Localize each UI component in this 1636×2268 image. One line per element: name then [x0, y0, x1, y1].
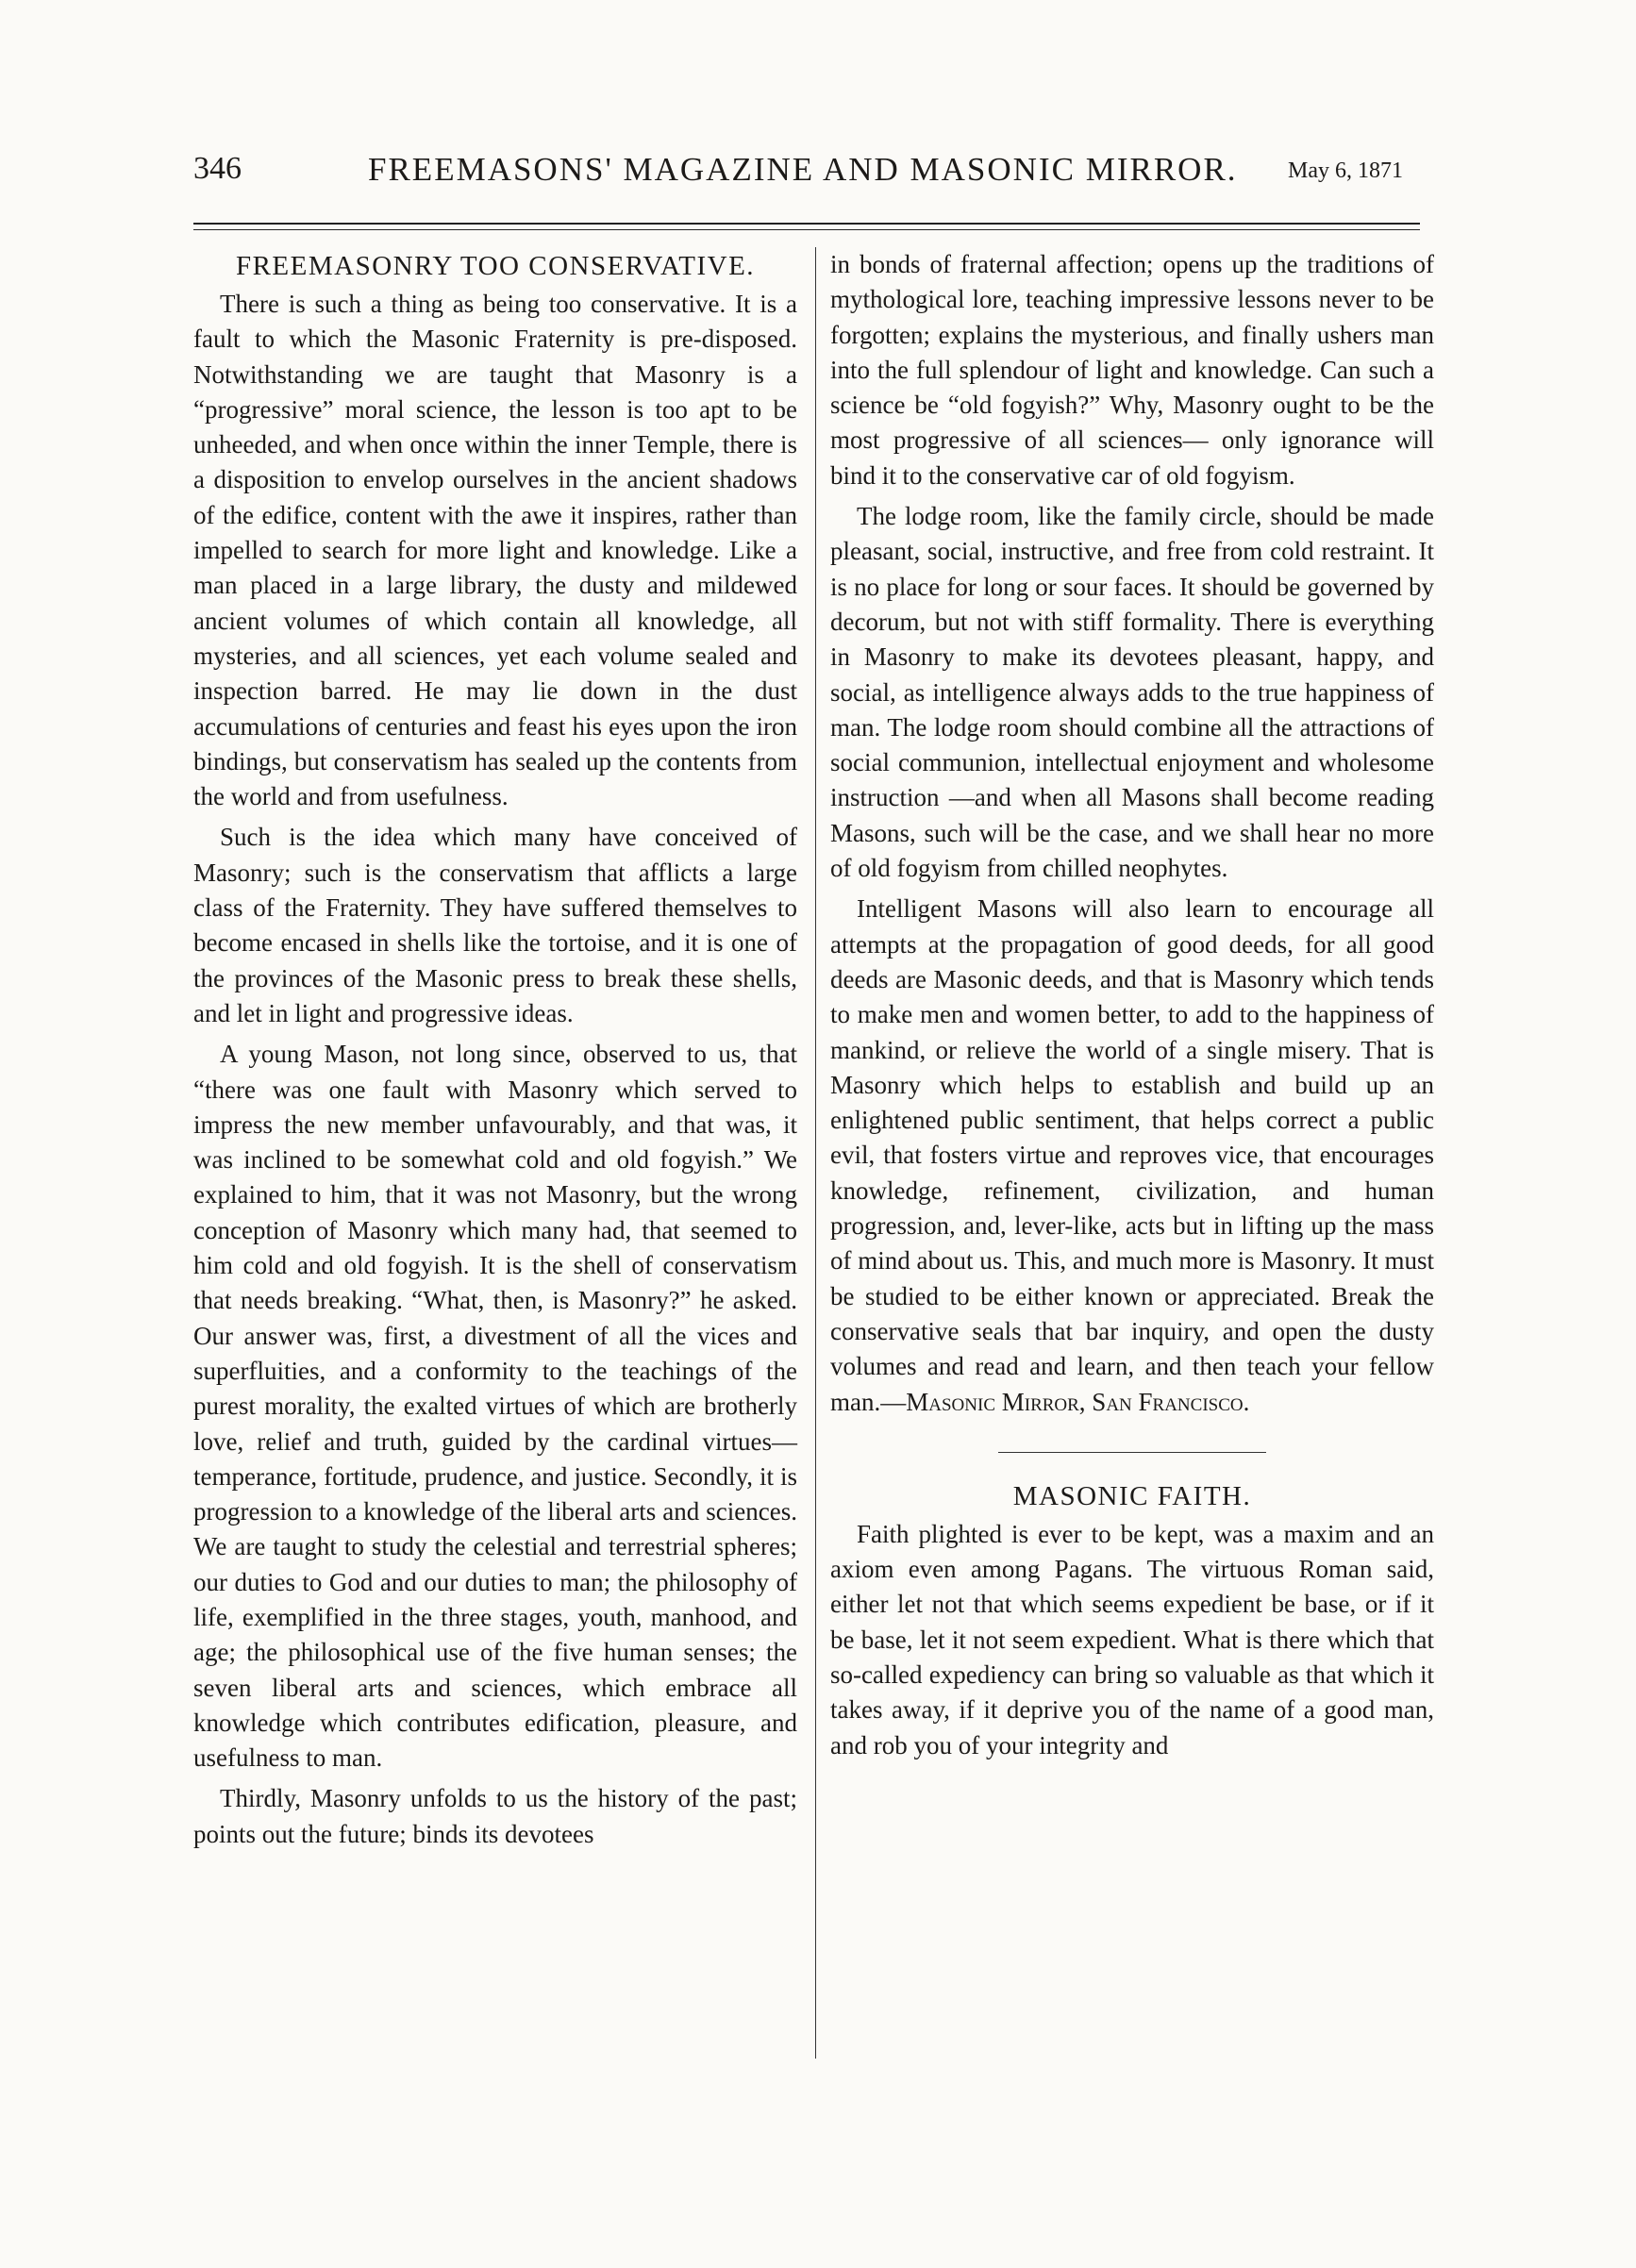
article-source: Masonic Mirror, San Francisco.	[906, 1387, 1250, 1416]
article-title: MASONIC FAITH.	[1012, 1480, 1252, 1511]
article-paragraph: A young Mason, not long since, observed to us, that “there was one fault with Masonry which served to impress the new member unfavourably, and that was, it was inclined to be somewhat cold and old fogyish.” We explained to him, that it was not Masonry, but the wrong conception of Masonry which many had, that seemed to him cold and old fogyish. It is the shell of conservatism that needs breaking. “What, then, is Masonry?” he asked. Our answer was, first, a divestment of all the vices and superfluities, and a conformity to the teachings of the purest morality, the exalted virtues of which are brotherly love, relief and truth, guided by the cardinal virtues— temperance, fortitude, prudence, and justice. Secondly, it is progression to a knowledge of the liberal arts and sciences. We are taught to study the celestial and terrestrial spheres; our duties to God and our duties to man; the philosophy of life, exemplified in the three stages, youth, manhood, and age; the philosophical use of the five human senses; the seven liberal arts and sciences, which embrace all knowledge which contributes edification, pleasure, and usefulness to man.	[193, 1040, 797, 1773]
article-separator	[998, 1452, 1266, 1453]
article-paragraph: Thirdly, Masonry unfolds to us the history of the past; points out the future; binds its devotees	[193, 1784, 797, 1848]
page-header	[193, 151, 1420, 208]
publication-title: FREEMASONS' MAGAZINE AND MASONIC MIRROR.	[368, 151, 1238, 188]
article-paragraph-continued: in bonds of fraternal affection; opens up the traditions of mythological lore, teaching impressive lessons never to be forgotten; explains the mysterious, and finally ushers man into the full splendour of light and knowledge. Can such a science be “old fogyish?” Why, Masonry ought to be the most progressive of all sciences— only ignorance will bind it to the conservative car of old fogyism.	[830, 250, 1434, 490]
left-column	[193, 247, 797, 1852]
header-rule-thick	[193, 223, 1420, 225]
article-title: FREEMASONRY TOO CONSERVATIVE.	[235, 251, 756, 281]
column-divider	[815, 247, 816, 2059]
article-paragraph-text: Intelligent Masons will also learn to encourage all attempts at the propagation of good deeds, for all good deeds are Masonic deeds, and that is Masonry which tends to make men and women better, to add to the happiness of mankind, or relieve the world of a single misery. That is Masonry which helps to establish and build up an enlightened public sentiment, that helps correct a public evil, that fosters virtue and reproves vice, that encourages knowledge, refinement, civilization, and human progression, and, lever-like, acts but in lifting up the mass of mind about us. This, and much more is Masonry. It must be studied to be either known or appreciated. Break the conservative seals that bar inquiry, and open the dusty volumes and read and learn, and then teach your fellow man.—	[830, 894, 1434, 1416]
issue-date: May 6, 1871	[1288, 158, 1403, 183]
article-paragraph: Faith plighted is ever to be kept, was a maxim and an axiom even among Pagans. The virtuous Roman said, either let not that which seems expedient be base, or if it be base, let it not seem expedient. What is there which that so-called expediency can bring so valuable as that which it takes away, if it deprive you of the name of a good man, and rob you of your integrity and	[830, 1519, 1434, 1759]
page-number: 346	[193, 151, 242, 186]
article-paragraph: The lodge room, like the family circle, should be made pleasant, social, instructive, and free from cold restraint. It is no place for long or sour faces. It should be governed by decorum, but not with stiff formality. There is everything in Masonry to make its devotees pleasant, happy, and social, as intelligence always adds to the true happiness of man. The lodge room should combine all the attractions of social communion, intellectual enjoyment and wholesome instruction —and when all Masons shall become reading Masons, such will be the case, and we shall hear no more of old fogyism from chilled neophytes.	[830, 502, 1434, 883]
article-paragraph: There is such a thing as being too conservative. It is a fault to which the Masonic Fraternity is pre-disposed. Notwithstanding we are taught that Masonry is a “progressive” moral science, the lesson is too apt to be unheeded, and when once within the inner Temple, there is a disposition to envelop ourselves in the ancient shadows of the edifice, content with the awe it inspires, rather than impelled to search for more light and knowledge. Like a man placed in a large library, the dusty and mildewed ancient volumes of which contain all knowledge, all mysteries, and all sciences, yet each volume sealed and inspection barred. He may lie down in the dust accumulations of centuries and feast his eyes upon the iron bindings, but conservatism has sealed up the contents from the world and from usefulness.	[193, 290, 797, 811]
right-column	[830, 247, 1434, 1763]
article-paragraph: Such is the idea which many have conceived of Masonry; such is the conservatism that afflicts a large class of the Fraternity. They have suffered themselves to become encased in shells like the tortoise, and it is one of the provinces of the Masonic press to break these shells, and let in light and progressive ideas.	[193, 823, 797, 1027]
article-paragraph	[830, 892, 1434, 1419]
header-rule-thin	[193, 229, 1420, 230]
